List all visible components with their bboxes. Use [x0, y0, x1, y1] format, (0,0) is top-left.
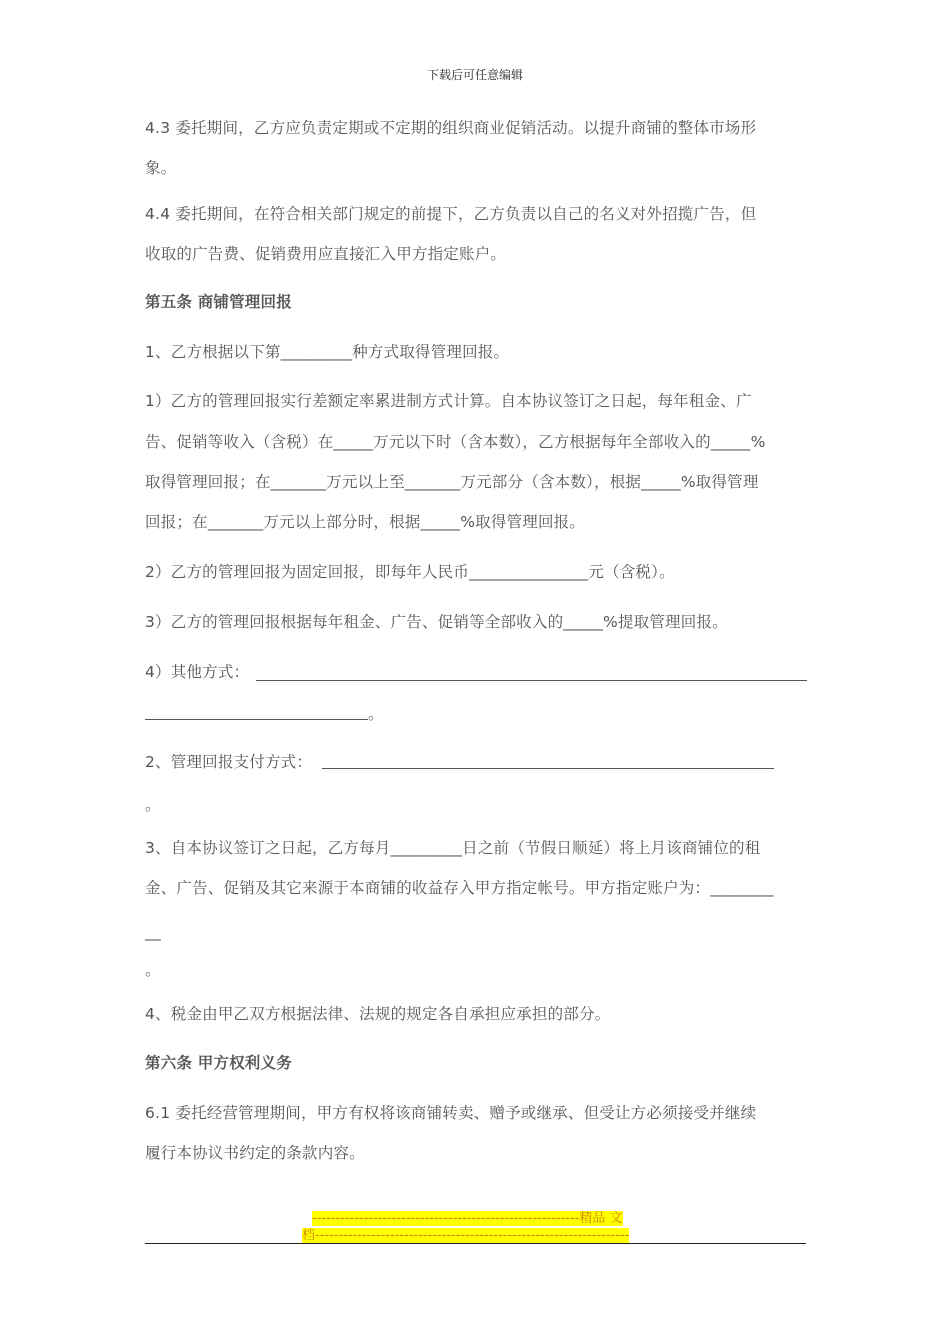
option-4-blank-line-2 — [145, 719, 368, 720]
article-6-heading: 第六条 甲方权利义务 — [145, 1054, 292, 1072]
clause-6-1-line-1: 6.1 委托经营管理期间，甲方有权将该商铺转卖、赠予或继承、但受让方必须接受并继续 — [145, 1104, 757, 1122]
blank: _____ — [333, 433, 374, 451]
text: %取得管理 — [680, 473, 759, 491]
blank: _______________ — [469, 563, 589, 581]
text: 告、促销等收入（含税）在 — [145, 433, 334, 451]
blank: _________ — [390, 839, 463, 857]
text: 金、广告、促销及其它来源于本商铺的收益存入甲方指定帐号。甲方指定账户为： — [145, 879, 711, 897]
footer-rule — [145, 1243, 806, 1244]
item-4: 4、税金由甲乙双方根据法律、法规的规定各自承担应承担的部分。 — [145, 1005, 611, 1023]
text: 日之前（节假日顺延）将上月该商铺位的租 — [462, 839, 761, 857]
clause-4-4-line-1: 4.4 委托期间，在符合相关部门规定的前提下，乙方负责以自己的名义对外招揽广告，但 — [145, 205, 757, 223]
footer-watermark — [302, 1210, 650, 1244]
text: 3）乙方的管理回报根据每年租金、广告、促销等全部收入的 — [145, 613, 564, 631]
footer-line-1: ---------------------------------------------------------精品 文 — [312, 1211, 623, 1226]
blank: _______ — [207, 513, 264, 531]
item-1 — [145, 342, 509, 362]
text: 元（含税）。 — [588, 563, 675, 581]
blank: _____ — [563, 613, 604, 631]
text: 万元以上至 — [326, 473, 405, 491]
clause-4-3-line-2: 象。 — [145, 159, 177, 177]
blank: _____ — [710, 433, 751, 451]
text: 取得管理回报；在 — [145, 473, 271, 491]
clause-4-4-line-2: 收取的广告费、促销费用应直接汇入甲方指定账户。 — [145, 245, 507, 263]
footer-line-2: 档------------------------------------------------------------------- — [302, 1228, 630, 1243]
text: %提取管理回报。 — [603, 613, 728, 631]
option-1-line-1: 1）乙方的管理回报实行差额定率累进制方式计算。自本协议签订之日起，每年租金、广 — [145, 392, 752, 410]
item-2-end: 。 — [145, 796, 161, 814]
text: 万元部分（含本数），根据 — [460, 473, 642, 491]
option-4: 4）其他方式： — [145, 663, 250, 681]
text: 万元以下时（含本数），乙方根据每年全部收入的 — [373, 433, 711, 451]
option-4-blank-line-1 — [256, 680, 807, 681]
article-5-heading: 第五条 商铺管理回报 — [145, 293, 292, 311]
item-2: 2、管理回报支付方式： — [145, 753, 313, 771]
page-header: 下载后可任意编辑 — [426, 68, 523, 82]
text: %取得管理回报。 — [460, 513, 586, 531]
option-1-line-3 — [145, 472, 759, 492]
blank: _____ — [641, 473, 681, 491]
item-2-blank-line — [322, 768, 774, 769]
text: 回报；在 — [145, 513, 208, 531]
item-3-end: 。 — [145, 961, 161, 979]
item-3-line-3: __ — [145, 923, 161, 941]
blank: _______ — [404, 473, 461, 491]
item-1-text-b: 种方式取得管理回报。 — [352, 343, 510, 361]
option-1-line-2 — [145, 432, 766, 452]
item-3-line-2 — [145, 878, 774, 898]
option-3 — [145, 612, 728, 632]
text: 2）乙方的管理回报为固定回报，即每年人民币 — [145, 563, 470, 581]
option-2 — [145, 562, 675, 582]
text: % — [750, 433, 766, 451]
option-4-end: 。 — [368, 705, 384, 723]
clause-4-3-line-1: 4.3 委托期间，乙方应负责定期或不定期的组织商业促销活动。以提升商铺的整体市场形 — [145, 119, 757, 137]
blank: _______ — [270, 473, 327, 491]
item-3-line-1 — [145, 838, 760, 858]
text: 万元以上部分时，根据 — [263, 513, 421, 531]
blank: ________ — [710, 879, 774, 897]
item-1-text-a: 1、乙方根据以下第 — [145, 343, 281, 361]
clause-6-1-line-2: 履行本协议书约定的条款内容。 — [145, 1144, 365, 1162]
item-1-blank: _________ — [280, 343, 353, 361]
option-1-line-4 — [145, 512, 585, 532]
text: 3、自本协议签订之日起，乙方每月 — [145, 839, 391, 857]
blank: _____ — [420, 513, 461, 531]
